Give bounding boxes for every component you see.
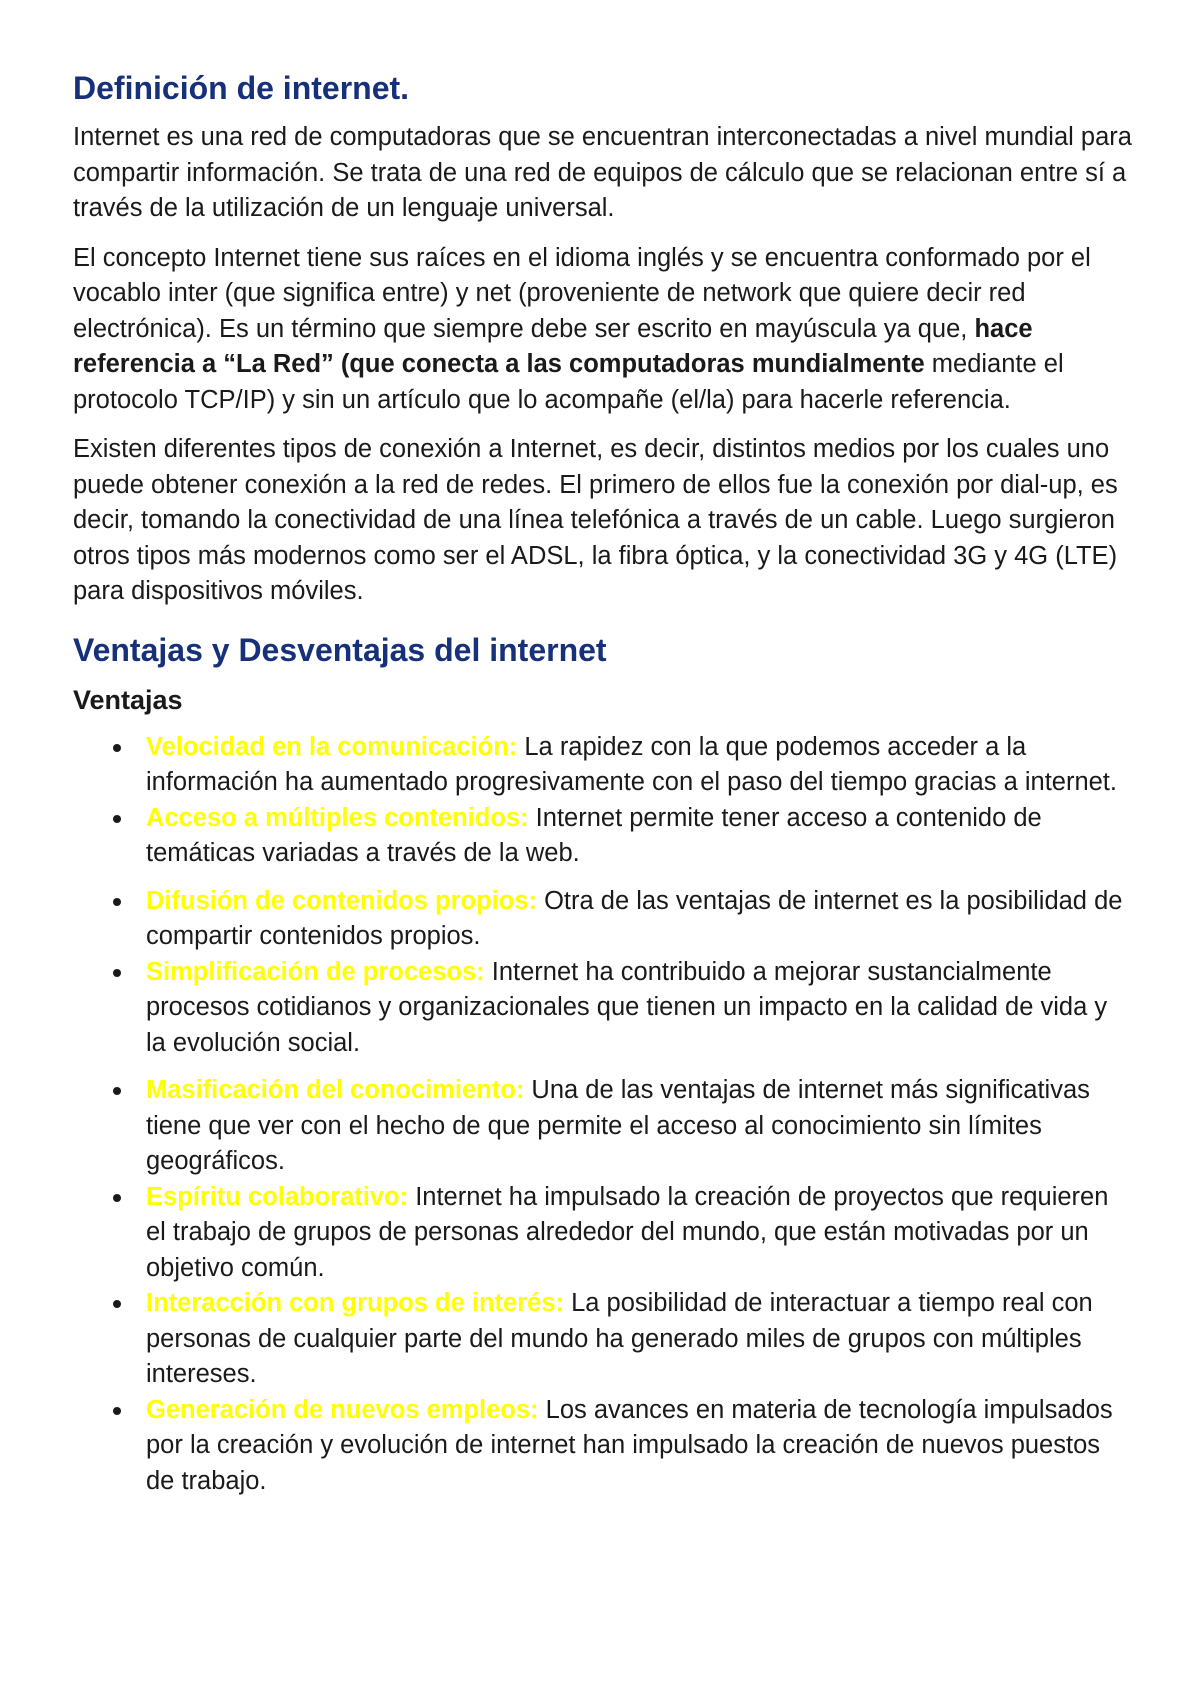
heading-definicion: Definición de internet. (73, 70, 410, 106)
ventaja-text: Internet permite tener acceso a contenido de temáticas variadas a través de la web. (146, 803, 1042, 867)
bullet-icon (113, 815, 121, 823)
ventaja-term: Velocidad en la comunicación: (146, 732, 518, 761)
bullet-icon (113, 898, 121, 906)
ventaja-term: Acceso a múltiples contenidos: (146, 803, 529, 832)
heading-ventajas: Ventajas (73, 684, 183, 715)
list-item (73, 730, 1133, 801)
ventaja-text: Una de las ventajas de internet más significativas tiene que ver con el hecho de que permite el acceso al conocimiento sin límites geográficos. (146, 1076, 1090, 1175)
ventaja-text: Internet ha contribuido a mejorar sustancialmente procesos cotidianos y organizacionales que tienen un impacto en la calidad de vida y la evolución social. (146, 957, 1108, 1057)
list-item (73, 1393, 1133, 1500)
ventaja-text: Otra de las ventajas de internet es la posibilidad de compartir contenidos propios. (146, 886, 1123, 950)
ventaja-term: Interacción con grupos de interés: (146, 1289, 564, 1317)
ventaja-term: Simplificación de procesos: (146, 957, 485, 986)
ventaja-term: Masificación del conocimiento: (146, 1076, 525, 1104)
paragraph-definicion: Internet es una red de computadoras que se encuentran interconectadas a nivel mundial para compartir información. Se trata de una red de equipos de cálculo que se relacionan entre sí a través de la utilización de un lenguaje universal. (73, 123, 1132, 222)
ventaja-text: Internet ha impulsado la creación de proyectos que requieren el trabajo de grupos de personas alrededor del mundo, que están motivadas por un objetivo común. (146, 1182, 1109, 1282)
bullet-icon (113, 1407, 121, 1415)
ventajas-list (73, 730, 1133, 1500)
paragraph-conexion: Existen diferentes tipos de conexión a Internet, es decir, distintos medios por los cuales uno puede obtener conexión a la red de redes. El primero de ellos fue la conexión por dial-up, es decir, tomando la conectividad de una línea telefónica a través de un cable. Luego surgieron otros tipos más modernos como ser el ADSL, la fibra óptica, y la conectividad 3G y 4G (LTE) para dispositivos móviles. (73, 435, 1118, 605)
ventaja-term: Espíritu colaborativo: (146, 1182, 409, 1211)
bullet-icon (113, 744, 121, 752)
bullet-icon (113, 1300, 121, 1308)
ventaja-text: La posibilidad de interactuar a tiempo real con personas de cualquier parte del mundo ha generado miles de grupos con múltiples intereses. (146, 1289, 1093, 1388)
bullet-icon (113, 1194, 121, 1202)
paragraph-concepto-start: El concepto Internet tiene sus raíces en el idioma inglés y se encuentra conformado por el vocablo inter (que significa entre) y net (proveniente de network que quiere decir red electrónica). Es un término que siempre debe ser escrito en mayúscula ya que, (73, 243, 1091, 343)
ventaja-text: La rapidez con la que podemos acceder a la información ha aumentado progresivamente con el paso del tiempo gracias a internet. (146, 732, 1117, 796)
list-item (73, 884, 1133, 955)
paragraph-concepto-end: mediante el protocolo TCP/IP) y sin un artículo que lo acompañe (el/la) para hacerle referencia. (73, 350, 1064, 414)
document-page (73, 68, 1133, 1499)
bullet-icon (113, 1087, 121, 1095)
list-item (73, 1180, 1133, 1287)
heading-ventajas-desventajas: Ventajas y Desventajas del internet (73, 631, 607, 668)
bullet-icon (113, 969, 121, 977)
list-item (73, 801, 1133, 872)
list-item (73, 1286, 1133, 1393)
ventaja-term: Generación de nuevos empleos: (146, 1395, 539, 1424)
paragraph-concepto-bold: hace referencia a “La Red” (que conecta a las computadoras mundialmente (73, 314, 1033, 378)
ventaja-term: Difusión de contenidos propios: (146, 886, 537, 915)
list-item (73, 955, 1133, 1062)
ventaja-text: Los avances en materia de tecnología impulsados por la creación y evolución de internet han impulsado la creación de nuevos puestos de trabajo. (146, 1395, 1113, 1495)
list-item (73, 1073, 1133, 1180)
paragraph-concepto (73, 241, 1133, 419)
